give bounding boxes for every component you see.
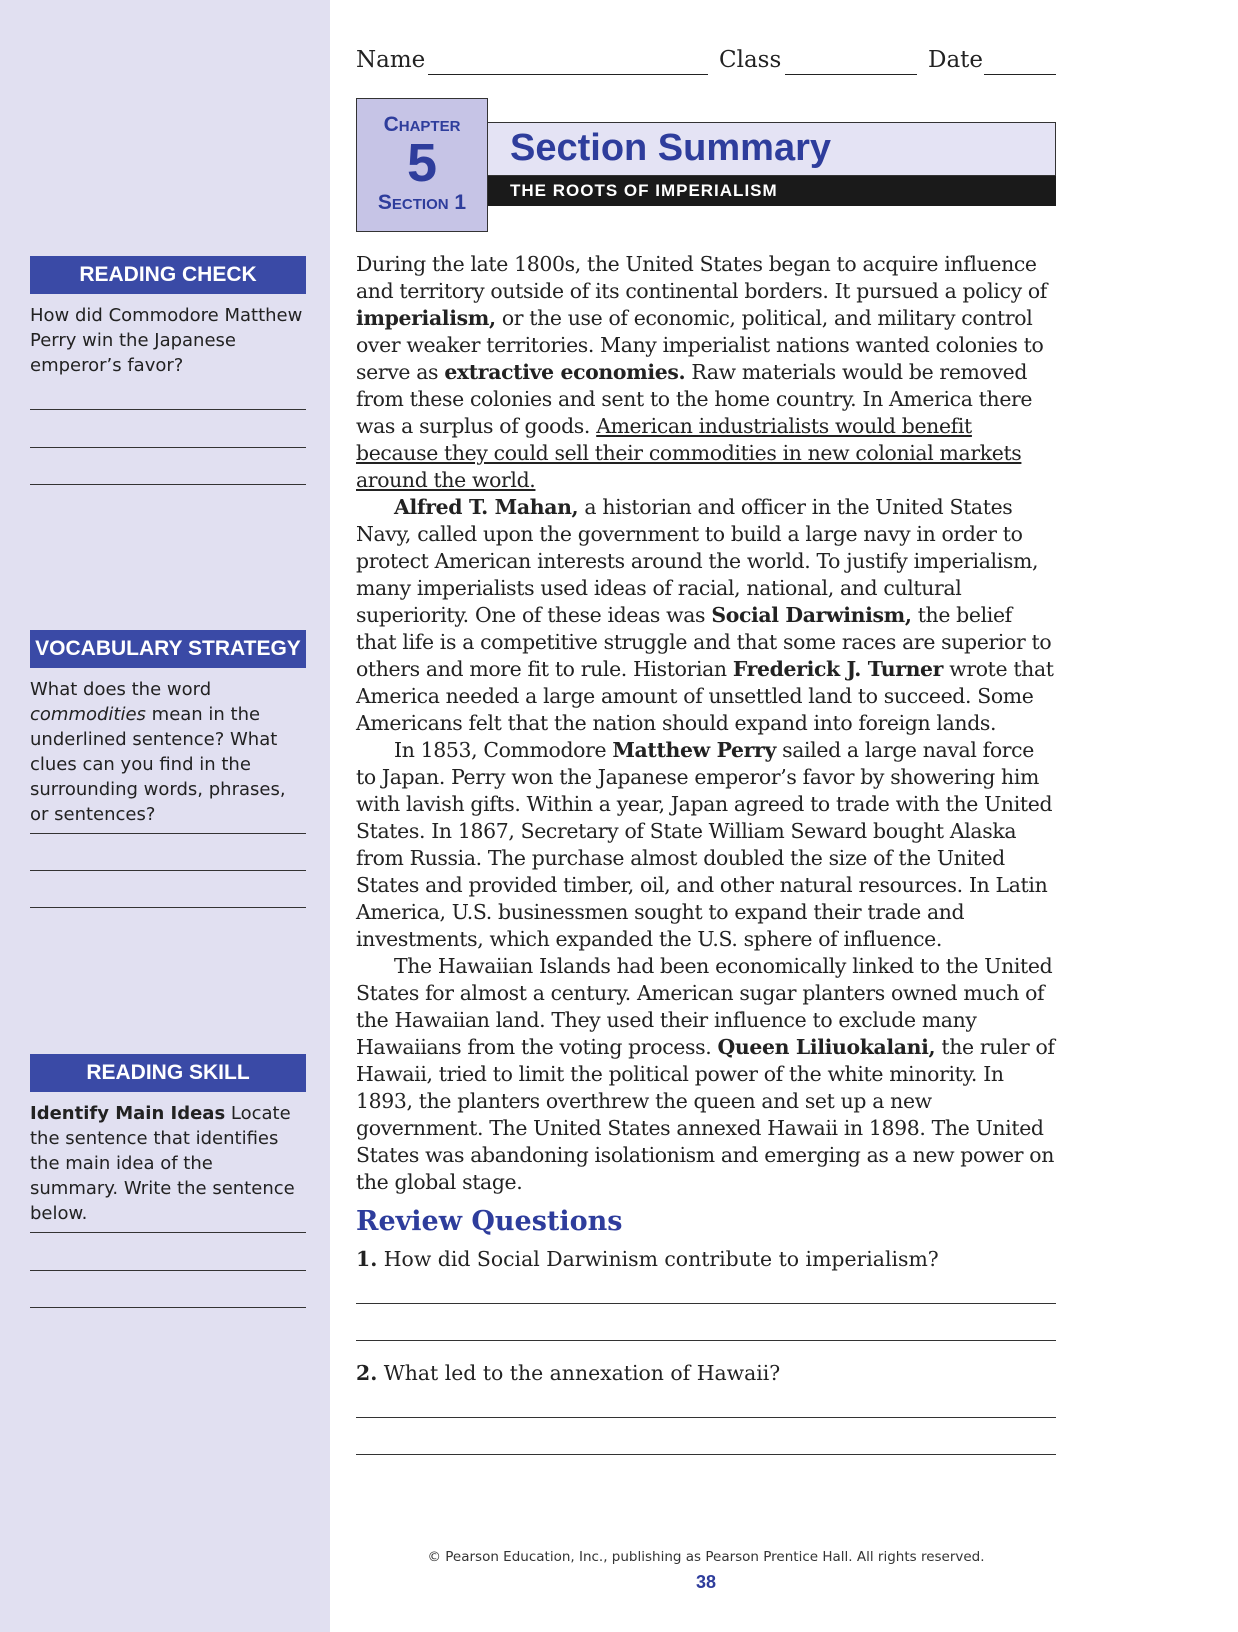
vocabulary-term: commodities bbox=[30, 704, 146, 725]
key-term: Frederick J. Turner bbox=[732, 657, 944, 681]
name-field[interactable] bbox=[428, 74, 708, 75]
reading-skill-prompt: Identify Main Ideas Locate the sentence that identifies the main idea of the summary. Write the sentence below. bbox=[30, 1103, 295, 1224]
paragraph: The Hawaiian Islands had been economically linked to the United States for almost a century. American sugar planters owned much of the Hawaiian land. They used their influence to exclude many Hawaiians from the voting process. Queen Liliuokalani, the ruler of Hawaii, tried to limit the political power of the white minority. In 1893, the planters overthrew the queen and set up a new government. The United States annexed Hawaii in 1898. The United States was abandoning isolationism and emerging as a new power on the global stage. bbox=[356, 954, 1055, 1194]
vocabulary-answer-line[interactable] bbox=[30, 833, 306, 834]
reading-skill-name: Identify Main Ideas bbox=[30, 1103, 226, 1124]
copyright-footer: © Pearson Education, Inc., publishing as Pearson Prentice Hall. All rights reserved. bbox=[427, 1549, 985, 1565]
paragraph: In 1853, Commodore Matthew Perry sailed a large naval force to Japan. Perry won the Japanese emperor’s favor by showering him with lavish gifts. Within a year, Japan agreed to trade with the United States. In 1867, Secretary of State William Seward bought Alaska from Russia. The purchase almost doubled the size of the United States and provided timber, oil, and other natural resources. In Latin America, U.S. businessmen sought to expand their trade and investments, which expanded the U.S. sphere of influence. bbox=[356, 738, 1053, 951]
key-term: Queen Liliuokalani, bbox=[717, 1035, 936, 1059]
paragraph: During the late 1800s, the United States began to acquire influence and territory outside of its continental borders. It pursued a policy of imperialism, or the use of economic, political, and military control over weaker territories. Many imperialist nations wanted colonies to serve as extractive economies. Raw materials would be removed from these colonies and sent to the home country. In America there was a surplus of goods. American industrialists would benefit because they could sell their commodities in new colonial markets around the world. bbox=[356, 252, 1047, 492]
class-field[interactable] bbox=[785, 74, 917, 75]
vocabulary-strategy-box bbox=[30, 630, 306, 827]
reading-check-question: How did Commodore Matthew Perry win the Japanese emperor’s favor? bbox=[30, 305, 303, 376]
date-field[interactable] bbox=[984, 74, 1056, 75]
question-1-answer-line[interactable] bbox=[356, 1303, 1056, 1304]
chapter-box bbox=[356, 98, 488, 232]
vocabulary-answer-line[interactable] bbox=[30, 870, 306, 871]
reading-skill-heading: READING SKILL bbox=[30, 1054, 306, 1092]
reading-skill-answer-line[interactable] bbox=[30, 1232, 306, 1233]
question-2: 2. What led to the annexation of Hawaii? bbox=[356, 1361, 781, 1385]
name-class-date-row bbox=[356, 47, 1056, 83]
reading-check-answer-line[interactable] bbox=[30, 447, 306, 448]
page-number: 38 bbox=[695, 1572, 717, 1592]
date-label: Date bbox=[928, 47, 984, 73]
title-box bbox=[488, 122, 1056, 176]
underlined-sentence: American industrialists would benefit because they could sell their commodities in new colonial markets around the world. bbox=[356, 414, 1022, 492]
section-subtitle: THE ROOTS OF IMPERIALISM bbox=[488, 176, 1056, 206]
name-label: Name bbox=[356, 47, 426, 73]
class-label: Class bbox=[719, 47, 782, 73]
reading-skill-answer-line[interactable] bbox=[30, 1307, 306, 1308]
reading-check-box bbox=[30, 256, 306, 378]
chapter-number: 5 bbox=[406, 133, 438, 193]
chapter-label: Chapter bbox=[383, 113, 461, 136]
key-term: imperialism, bbox=[356, 306, 496, 330]
reading-check-answer-line[interactable] bbox=[30, 484, 306, 485]
vocabulary-strategy-heading: VOCABULARY STRATEGY bbox=[30, 630, 306, 668]
key-term: Social Darwinism, bbox=[711, 603, 912, 627]
key-term: extractive economies. bbox=[444, 360, 686, 384]
reading-check-answer-line[interactable] bbox=[30, 409, 306, 410]
summary-body bbox=[356, 251, 1058, 1196]
review-questions-title: Review Questions bbox=[356, 1206, 623, 1237]
section-label: Section 1 bbox=[377, 191, 467, 214]
vocabulary-answer-line[interactable] bbox=[30, 907, 306, 908]
question-1: 1. How did Social Darwinism contribute to imperialism? bbox=[356, 1247, 939, 1271]
reading-skill-box bbox=[30, 1054, 306, 1226]
reading-check-heading: READING CHECK bbox=[30, 256, 306, 294]
vocabulary-strategy-question: What does the word commodities mean in the underlined sentence? What clues can you find in the surrounding words, phrases, or sentences? bbox=[30, 679, 286, 825]
question-1-answer-line[interactable] bbox=[356, 1340, 1056, 1341]
key-term: Alfred T. Mahan, bbox=[394, 495, 579, 519]
reading-skill-answer-line[interactable] bbox=[30, 1270, 306, 1271]
paragraph: Alfred T. Mahan, a historian and officer in the United States Navy, called upon the government to build a large navy in order to protect American interests around the world. To justify imperialism, many imperialists used ideas of racial, national, and cultural superiority. One of these ideas was Social Darwinism, the belief that life is a competitive struggle and that some races are superior to others and more fit to rule. Historian Frederick J. Turner wrote that America needed a large amount of unsettled land to succeed. Some Americans felt that the nation should expand into foreign lands. bbox=[356, 495, 1054, 735]
page-title: Section Summary bbox=[510, 127, 831, 169]
key-term: Matthew Perry bbox=[612, 738, 776, 762]
question-2-answer-line[interactable] bbox=[356, 1417, 1056, 1418]
question-2-answer-line[interactable] bbox=[356, 1454, 1056, 1455]
